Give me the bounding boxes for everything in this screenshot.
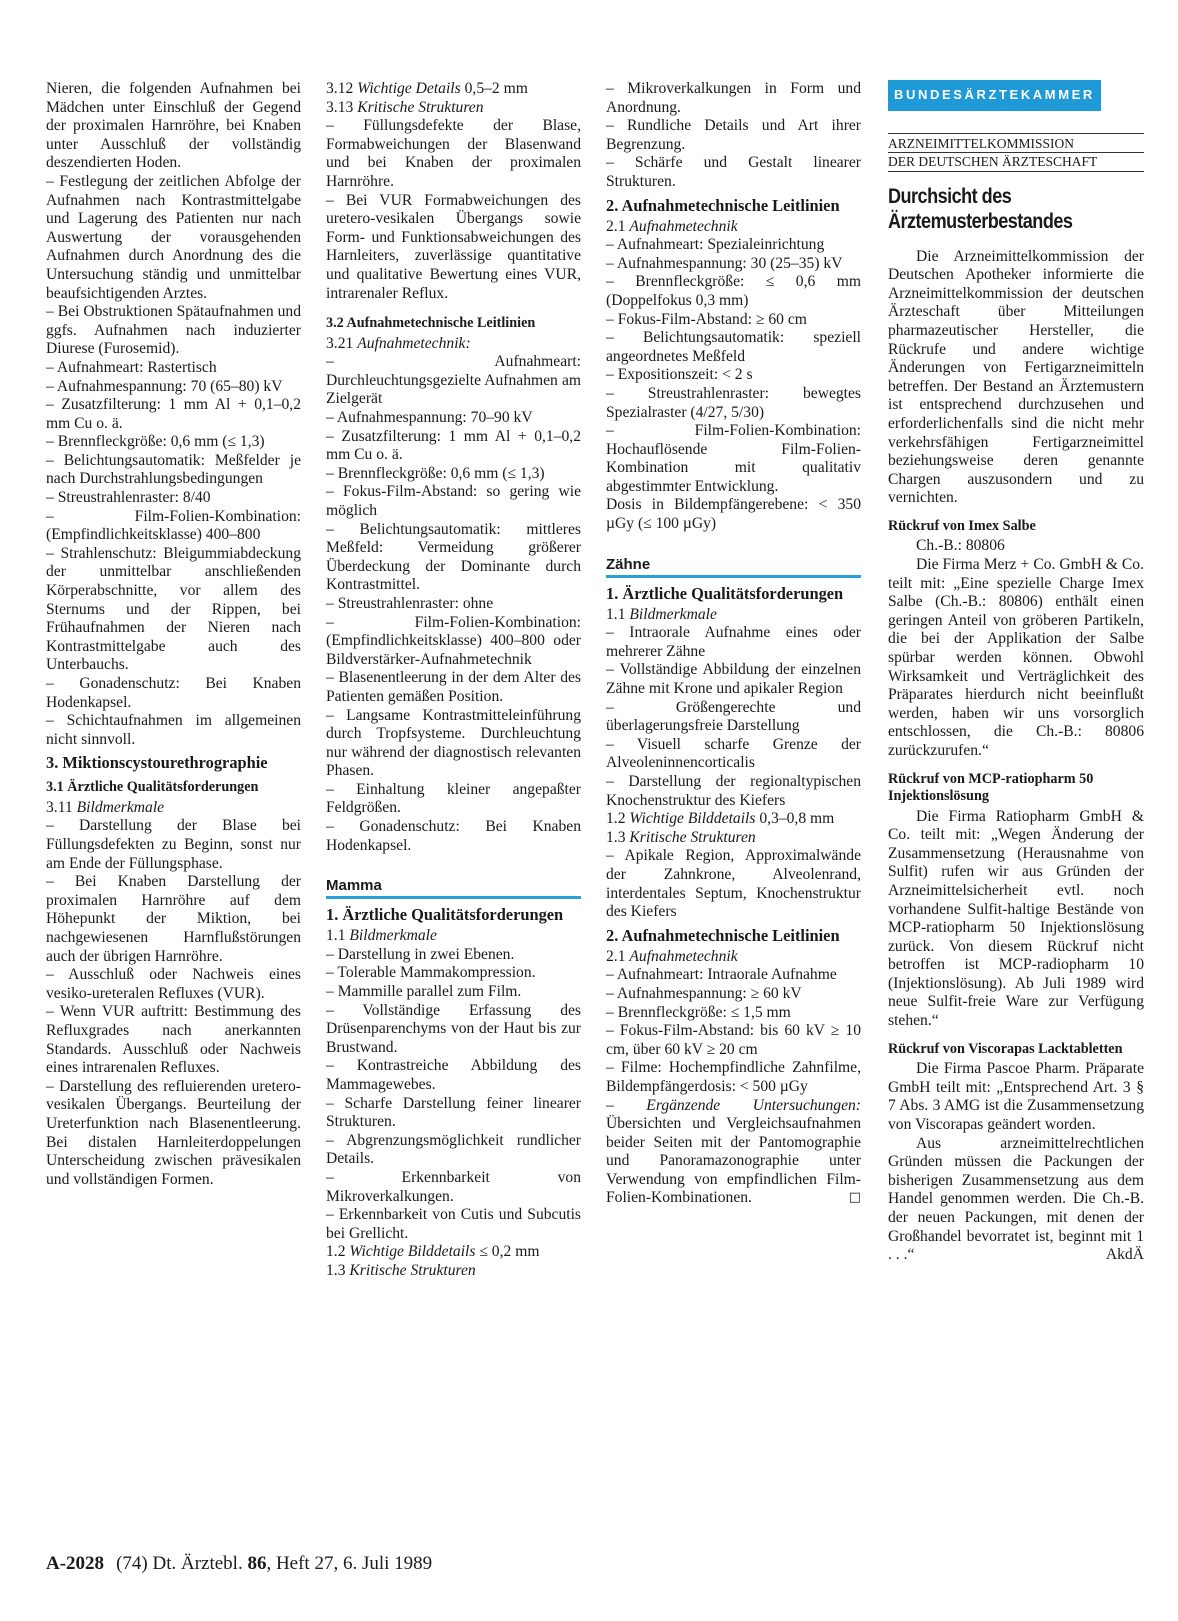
subsection-number: 3.21	[326, 334, 354, 352]
subsection-line	[46, 799, 301, 818]
subsection-number: 2.1	[606, 947, 626, 965]
subsection-value: 0,5–2 mm	[464, 80, 528, 97]
page-number: A-2028	[46, 1553, 105, 1574]
list-item: – Aufnahmeart: Spezialeinrichtung	[606, 236, 825, 254]
section-heading: 2. Aufnahmetechnische Leitlinien	[606, 925, 840, 945]
list-item: – Ausschluß oder Nachweis eines vesiko-ureteralen Refluxes (VUR).	[46, 966, 301, 1002]
list-item: – Darstellung der regionaltypischen Knochenstruktur des Kiefers	[606, 773, 861, 809]
list-item: – Belichtungsautomatik: mittleres Meßfeld: Vermeidung größerer Überdeckung der Dominante durch Kontrastmittel.	[326, 520, 581, 594]
signature: AkdÄ	[1105, 1246, 1144, 1264]
paragraph: Nieren, die folgenden Aufnahmen bei Mädchen unter Einschluß der Gegend der proximalen Harnröhre, bei Knaben unter Ausschluß der vollständig deszendierten Hoden.	[46, 80, 301, 172]
list-item: – Apikale Region, Approximalwände der Zahnkrone, Alveolenrand, interdentales Septum, Knochenstruktur des Kiefers	[606, 847, 861, 921]
list-item: – Fokus-Film-Abstand: so gering wie möglich	[326, 483, 581, 519]
subsection-line	[326, 99, 581, 118]
subsection-line	[606, 606, 861, 625]
list-item: – Expositionszeit: < 2 s	[606, 366, 753, 384]
recall-heading: Rückruf von Viscorapas Lacktabletten	[888, 1040, 1123, 1057]
list-item-label: – Ergänzende Untersuchungen:	[606, 1096, 861, 1114]
column-1	[46, 80, 301, 1189]
dose-line: Dosis in Bildempfängerebene: < 350 µGy (≤ 100 µGy)	[606, 496, 861, 533]
subsection-number: 3.13	[326, 98, 354, 116]
article-title: Durchsicht des Ärztemusterbestandes	[888, 184, 1073, 233]
section-heading: 1. Ärztliche Qualitätsforderungen	[606, 583, 844, 603]
subsection-line	[606, 810, 861, 829]
publisher-badge: BUNDESÄRZTEKAMMER	[888, 80, 1101, 111]
list-item: – Vollständige Abbildung der einzelnen Zähne mit Krone und apikaler Region	[606, 661, 861, 698]
list-item: – Aufnahmeart: Durchleuchtungsgezielte Aufnahmen am Zielgerät	[326, 353, 581, 408]
section-title-zaehne: Zähne	[606, 556, 861, 578]
list-item: – Streustrahlenraster: 8/40	[46, 489, 211, 507]
list-item: – Abgrenzungsmöglichkeit rundlicher Details.	[326, 1131, 581, 1168]
subsection-line	[326, 1262, 581, 1281]
subsection-title: Wichtige Bilddetails	[349, 1243, 476, 1261]
subsection-title: Kritische Strukturen	[357, 98, 484, 116]
column-2	[326, 80, 581, 1281]
list-item: – Rundliche Details und Art ihrer Begrenzung.	[606, 117, 861, 153]
list-item: – Strahlenschutz: Bleigummiabdeckung der unmittelbar anschließenden Körperabschnitte, vor allem des Sternums und der Rippen, bei Frühaufnahmen der Nieren nach Kontrastmittelgabe auch des Unterbauchs.	[46, 544, 301, 674]
subsection-line	[326, 80, 581, 99]
list-item: – Festlegung der zeitlichen Abfolge der Aufnahmen nach Kontrastmittelgabe und Lagerung des Patienten nur nach Auswertung der vorausgehenden Aufnahmen durch Anordnung des die Untersuchung ständig und unmittelbar beaufsichtigenden Arztes.	[46, 172, 301, 302]
list-item: – Vollständige Erfassung des Drüsenparenchyms von der Haut bis zur Brustwand.	[326, 1001, 581, 1056]
list-item: – Fokus-Film-Abstand: bis 60 kV ≥ 10 cm, über 60 kV ≥ 20 cm	[606, 1022, 861, 1058]
subsection-number: 1.2	[326, 1243, 346, 1261]
subsection-title: Bildmerkmale	[349, 927, 437, 945]
list-item: – Streustrahlenraster: ohne	[326, 594, 494, 612]
list-item: – Fokus-Film-Abstand: ≥ 60 cm	[606, 310, 807, 328]
page-footer	[46, 1553, 432, 1575]
list-item: – Bei Obstruktionen Spätaufnahmen und ggfs. Aufnahmen nach induzierter Diurese (Furosemid).	[46, 303, 301, 358]
list-item: – Visuell scharfe Grenze der Alveoleninnencorticalis	[606, 735, 861, 772]
commission-label	[888, 133, 1144, 172]
list-item: – Belichtungsautomatik: Meßfelder je nach Durchstrahlungsbedingungen	[46, 451, 301, 488]
list-item: – Aufnahmespannung: ≥ 60 kV	[606, 984, 802, 1002]
list-item: – Aufnahmeart: Rastertisch	[46, 358, 217, 376]
subsection-number: 1.3	[606, 828, 626, 846]
list-item	[606, 1097, 861, 1209]
list-item: – Mikroverkalkungen in Form und Anordnung.	[606, 80, 861, 116]
list-item: – Bei Knaben Darstellung der proximalen Harnröhre auf dem Höhepunkt der Miktion, bei nachgewiesenen Harnflußstörungen auch der übrigen Harnröhre.	[46, 873, 301, 965]
column-4	[888, 80, 1144, 1265]
list-item: – Einhaltung kleiner angepaßter Feldgrößen.	[326, 780, 581, 817]
subsection-title: Aufnahmetechnik	[629, 217, 738, 235]
subsection-number: 1.3	[326, 1261, 346, 1279]
recall-heading: Rückruf von MCP-ratiopharm 50 Injektionslösung	[888, 770, 1094, 805]
list-item: – Erkennbarkeit von Mikroverkalkungen.	[326, 1168, 581, 1205]
subsection-line	[606, 218, 861, 237]
subsection-number: 3.12	[326, 80, 354, 97]
subsection-title: Aufnahmetechnik:	[357, 334, 471, 352]
list-item: – Füllungsdefekte der Blase, Formabweichungen der Blasenwand und bei Knaben der proximalen Harnröhre.	[326, 117, 581, 190]
subsection-line	[326, 335, 581, 354]
subsection-number: 1.1	[606, 605, 626, 623]
recall-paragraph: Die Firma Merz + Co. GmbH & Co. teilt mit: „Eine spezielle Charge Imex Salbe (Ch.-B.: 80806) enthält einen geringen Anteil von gröberen Partikeln, die bei der Applikation der Salbe spürbar werden können. Obwohl Wirksamkeit und Verträglichkeit des Präparates hierdurch nicht beeinflußt werden, haben wir uns vorsorglich entschlossen, die Ch.-B.: 80806 zurückzurufen.“	[888, 556, 1144, 759]
list-item: – Brennfleckgröße: ≤ 1,5 mm	[606, 1003, 791, 1021]
list-item: – Darstellung in zwei Ebenen.	[326, 945, 515, 963]
subsection-title: Kritische Strukturen	[349, 1261, 476, 1279]
subsection-heading: 3.1 Ärztliche Qualitätsforderungen	[46, 779, 259, 796]
subsection-title: Bildmerkmale	[629, 605, 717, 623]
subsection-number: 2.1	[606, 217, 626, 235]
list-item: – Darstellung des refluierenden uretero-vesikalen Übergangs. Beurteilung der Ureterfunktion nach Blasenentleerung. Bei distalen Harnleiterdoppelungen Unterscheidung zwischen prävesikalen und vollständigen Formen.	[46, 1077, 301, 1188]
list-item: – Kontrastreiche Abbildung des Mammagewebes.	[326, 1057, 581, 1093]
list-item: – Intraorale Aufnahme eines oder mehrerer Zähne	[606, 624, 861, 660]
section-heading: 2. Aufnahmetechnische Leitlinien	[606, 195, 840, 215]
section-heading: 3. Miktionscystourethrographie	[46, 753, 268, 773]
list-item: – Scharfe Darstellung feiner linearer Strukturen.	[326, 1094, 581, 1131]
list-item: – Brennfleckgröße: 0,6 mm (≤ 1,3)	[326, 464, 545, 482]
subsection-title: Wichtige Details	[357, 80, 461, 97]
list-item: – Film-Folien-Kombination: (Empfindlichkeitsklasse) 400–800 oder Bildverstärker-Aufnahmetechnik	[326, 613, 581, 668]
issue-date: , Heft 27, 6. Juli 1989	[266, 1553, 433, 1574]
list-item: – Zusatzfilterung: 1 mm Al + 0,1–0,2 mm Cu o. ä.	[46, 396, 301, 432]
journal-reference: (74) Dt. Ärztebl.	[116, 1553, 243, 1574]
subsection-title: Aufnahmetechnik	[629, 947, 738, 965]
list-item: – Gonadenschutz: Bei Knaben Hodenkapsel.	[326, 818, 581, 854]
commission-line-2: DER DEUTSCHEN ÄRZTESCHAFT	[888, 152, 1144, 170]
recall-heading: Rückruf von Imex Salbe	[888, 517, 1036, 534]
list-item: – Gonadenschutz: Bei Knaben Hodenkapsel.	[46, 675, 301, 711]
list-item: – Streustrahlenraster: bewegtes Spezialraster (4/27, 5/30)	[606, 384, 861, 421]
volume-number: 86	[247, 1553, 267, 1574]
subsection-number: 1.2	[606, 810, 626, 828]
list-item: – Film-Folien-Kombination: (Empfindlichkeitsklasse) 400–800	[46, 507, 301, 544]
subsection-number: 1.1	[326, 927, 346, 945]
list-item: – Aufnahmespannung: 70 (65–80) kV	[46, 377, 283, 395]
subsection-value: ≤ 0,2 mm	[479, 1243, 540, 1261]
section-heading: 1. Ärztliche Qualitätsforderungen	[326, 905, 564, 925]
intro-paragraph: Die Arzneimittelkommission der Deutschen Apotheker informierte die Arzneimittelkommission der deutschen Ärzteschaft über Mitteilungen pharmazeutischer Hersteller, die Rückrufe und andere wichtige Änderungen von Fertigarzneimitteln betreffen. Der Bestand an Ärztemustern ist entsprechend durchzusehen und erforderlichenfalls sind die nicht mehr verkehrsfähigen Fertigarzneimittel beziehungsweise deren genannte Chargen auszusondern und zu vernichten.	[888, 247, 1144, 507]
list-item: – Größengerechte und überlagerungsfreie Darstellung	[606, 698, 861, 735]
list-item: – Aufnahmespannung: 30 (25–35) kV	[606, 254, 843, 272]
subsection-line	[606, 829, 861, 848]
subsection-number: 3.11	[46, 798, 73, 816]
recall-text: Aus arzneimittelrechtlichen Gründen müssen die Packungen der bisherigen Zusammensetzung aus dem Handel genommen werden. Die Ch.-B. der neuen Packungen, mit denen der Großhandel bevorratet ist, beginnt mit 1 . . .“	[888, 1134, 1144, 1264]
subsection-line	[606, 948, 861, 967]
list-item: – Wenn VUR auftritt: Bestimmung des Refluxgrades nach anerkannten Standards. Ausschluß oder Nachweis eines intrarenalen Refluxes.	[46, 1003, 301, 1077]
list-item: – Filme: Hochempfindliche Zahnfilme, Bildempfängerdosis: < 500 µGy	[606, 1059, 861, 1095]
list-item: – Brennfleckgröße: 0,6 mm (≤ 1,3)	[46, 433, 265, 451]
list-item: – Aufnahmespannung: 70–90 kV	[326, 409, 533, 426]
recall-paragraph: Die Firma Pascoe Pharm. Präparate GmbH teilt mit: „Entsprechend Art. 3 § 7 Abs. 3 AMG ist die Zusammensetzung von Viscorapas geändert worden.	[888, 1060, 1144, 1133]
list-item: – Tolerable Mammakompression.	[326, 964, 536, 982]
end-mark-icon: □	[848, 1190, 861, 1206]
list-item: – Belichtungsautomatik: speziell angeordnetes Meßfeld	[606, 329, 861, 365]
subsection-line	[326, 1243, 581, 1262]
subsection-value: 0,3–0,8 mm	[759, 810, 835, 828]
batch-number: Ch.-B.: 80806	[916, 537, 1005, 555]
recall-paragraph: Die Firma Ratiopharm GmbH & Co. teilt mit: „Wegen Änderung der Zusammensetzung (Herausnahme von Sulfit) rufen wir aus Gründen der Arzneimittelsicherheit evtl. noch vorhandene Sulfit-haltige Bestände von MCP-ratiopharm 50 Injektionslösung zurück. Von diesem Rückruf nicht betroffen ist MCP-radiopharm 10 (Injektionslösung). Ab Juli 1989 wird neue Sulfit-freie Ware zur Verfügung stehen.“	[888, 807, 1144, 1030]
subsection-title: Wichtige Bilddetails	[629, 810, 756, 828]
subsection-heading: 3.2 Aufnahmetechnische Leitlinien	[326, 315, 536, 332]
list-item: – Aufnahmeart: Intraorale Aufnahme	[606, 966, 837, 984]
list-item: – Bei VUR Formabweichungen des uretero-vesikalen Übergangs sowie Form- und Funktionsabweichungen des Harnleiters, zuverlässige quantitative und qualitative Bewertung eines VUR, intrarenaler Reflux.	[326, 191, 581, 302]
subsection-title: Kritische Strukturen	[629, 828, 756, 846]
column-3	[606, 80, 861, 1208]
subsection-line	[326, 927, 581, 946]
list-item: – Zusatzfilterung: 1 mm Al + 0,1–0,2 mm Cu o. ä.	[326, 427, 581, 464]
list-item: – Schärfe und Gestalt linearer Strukturen.	[606, 154, 861, 190]
list-item: – Schichtaufnahmen im allgemeinen nicht sinnvoll.	[46, 712, 301, 748]
list-item: – Darstellung der Blase bei Füllungsdefekten zu Beginn, sonst nur am Ende der Füllungsphase.	[46, 817, 301, 872]
commission-line-1: ARZNEIMITTELKOMMISSION	[888, 135, 1074, 151]
recall-paragraph	[888, 1135, 1144, 1265]
list-item: – Erkennbarkeit von Cutis und Subcutis bei Grellicht.	[326, 1206, 581, 1242]
list-item: – Brennfleckgröße: ≤ 0,6 mm (Doppelfokus 0,3 mm)	[606, 273, 861, 309]
section-title-mamma: Mamma	[326, 877, 581, 899]
list-item: – Langsame Kontrastmitteleinführung durch Tropfsysteme. Durchleuchtung nur während der diagnostisch relevanten Phasen.	[326, 706, 581, 780]
list-item-text: Übersichten und Vergleichsaufnahmen beider Seiten mit der Pantomographie und Panoramazonographie unter Verwendung von empfindlichen Film-Folien-Kombinationen.	[606, 1115, 861, 1207]
list-item: – Mammille parallel zum Film.	[326, 983, 522, 1001]
subsection-title: Bildmerkmale	[76, 798, 165, 816]
list-item: – Blasenentleerung in der dem Alter des Patienten gemäßen Position.	[326, 669, 581, 705]
list-item: – Film-Folien-Kombination: Hochauflösende Film-Folien-Kombination mit qualitativ abgestimmter Entwicklung.	[606, 422, 861, 495]
